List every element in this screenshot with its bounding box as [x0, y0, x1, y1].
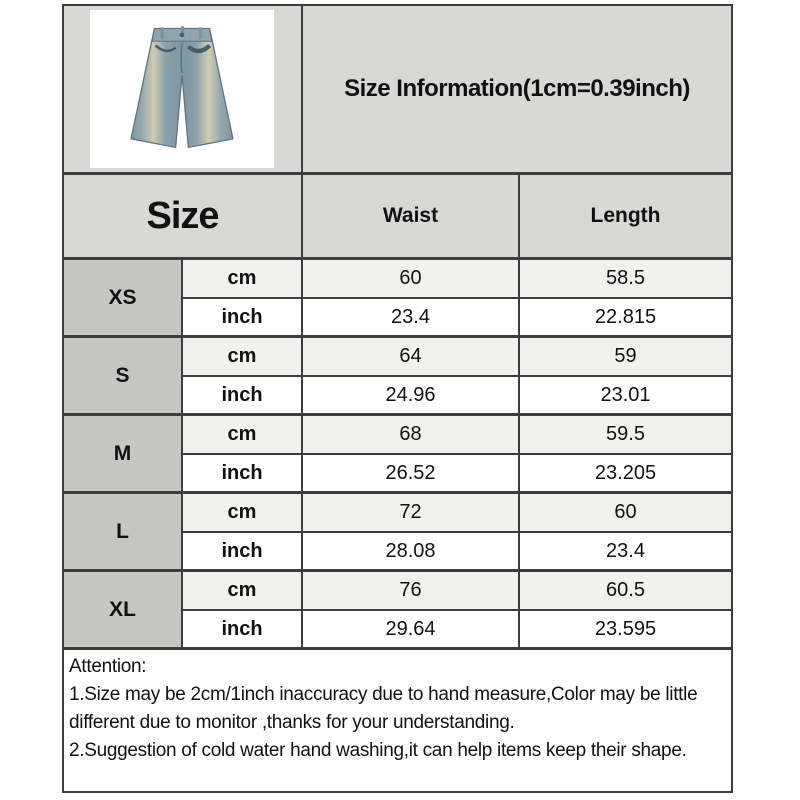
cm-row — [183, 338, 731, 375]
attention-line: 2.Suggestion of cold water hand washing,it can help items keep their shape. — [69, 740, 687, 761]
unit-label-inch: inch — [183, 377, 303, 413]
waist-inch-value: 29.64 — [303, 611, 520, 647]
size-subrows — [183, 338, 731, 413]
waist-cm-value: 60 — [303, 260, 520, 297]
inch-row — [183, 531, 731, 569]
column-header-length: Length — [520, 175, 731, 257]
size-info-title: Size Information(1cm=0.39inch) — [303, 6, 731, 172]
size-group-l — [64, 491, 731, 569]
size-group-xl — [64, 569, 731, 647]
size-group-xs — [64, 257, 731, 335]
waist-cm-value: 72 — [303, 494, 520, 531]
waist-cm-value: 64 — [303, 338, 520, 375]
product-image-cell — [64, 6, 303, 172]
size-label: XS — [64, 260, 183, 335]
column-header-size: Size — [64, 175, 303, 257]
attention-line: 1.Size may be 2cm/1inch inaccuracy due to hand measure,Color may be little — [69, 684, 698, 705]
cm-row — [183, 572, 731, 609]
waist-inch-value: 26.52 — [303, 455, 520, 491]
unit-label-inch: inch — [183, 455, 303, 491]
waist-inch-value: 24.96 — [303, 377, 520, 413]
cm-row — [183, 494, 731, 531]
inch-row — [183, 453, 731, 491]
denim-shorts-image — [118, 20, 246, 158]
product-photo — [90, 10, 274, 168]
size-label: S — [64, 338, 183, 413]
waist-cm-value: 68 — [303, 416, 520, 453]
length-inch-value: 23.01 — [520, 377, 731, 413]
size-subrows — [183, 416, 731, 491]
unit-label-inch: inch — [183, 299, 303, 335]
cm-row — [183, 260, 731, 297]
unit-label-cm: cm — [183, 338, 303, 375]
attention-heading: Attention: — [69, 656, 147, 677]
size-label: M — [64, 416, 183, 491]
length-cm-value: 58.5 — [520, 260, 731, 297]
size-subrows — [183, 260, 731, 335]
waist-inch-value: 23.4 — [303, 299, 520, 335]
inch-row — [183, 609, 731, 647]
attention-note — [64, 647, 731, 791]
size-label: XL — [64, 572, 183, 647]
waist-inch-value: 28.08 — [303, 533, 520, 569]
length-cm-value: 60.5 — [520, 572, 731, 609]
inch-row — [183, 375, 731, 413]
waist-cm-value: 76 — [303, 572, 520, 609]
unit-label-cm: cm — [183, 494, 303, 531]
unit-label-cm: cm — [183, 572, 303, 609]
inch-row — [183, 297, 731, 335]
unit-label-inch: inch — [183, 611, 303, 647]
cm-row — [183, 416, 731, 453]
size-subrows — [183, 494, 731, 569]
column-header-waist: Waist — [303, 175, 520, 257]
attention-line: different due to monitor ,thanks for your understanding. — [69, 712, 515, 733]
unit-label-cm: cm — [183, 260, 303, 297]
size-subrows — [183, 572, 731, 647]
unit-label-inch: inch — [183, 533, 303, 569]
size-group-m — [64, 413, 731, 491]
length-inch-value: 23.4 — [520, 533, 731, 569]
length-cm-value: 60 — [520, 494, 731, 531]
size-table — [62, 4, 733, 793]
banner-row — [64, 6, 731, 172]
length-inch-value: 22.815 — [520, 299, 731, 335]
size-label: L — [64, 494, 183, 569]
length-inch-value: 23.205 — [520, 455, 731, 491]
table-header-row — [64, 172, 731, 257]
unit-label-cm: cm — [183, 416, 303, 453]
length-cm-value: 59.5 — [520, 416, 731, 453]
size-group-s — [64, 335, 731, 413]
length-cm-value: 59 — [520, 338, 731, 375]
length-inch-value: 23.595 — [520, 611, 731, 647]
